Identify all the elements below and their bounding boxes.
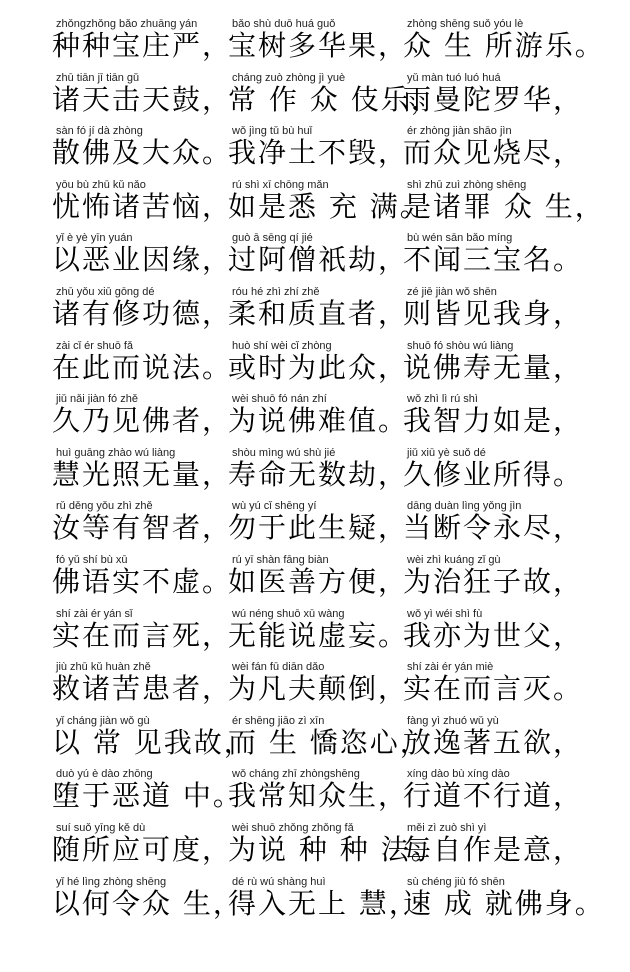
- hanzi-text: 而众见烧尽，: [403, 136, 584, 170]
- pinyin-text: yōu bù zhū kǔ nǎo: [56, 178, 146, 191]
- pinyin-text: wǒ cháng zhī zhòngshēng: [232, 768, 360, 781]
- hanzi-text: 寿命无数劫，: [228, 457, 409, 491]
- pinyin-text: zài cǐ ér shuō fǎ: [56, 339, 134, 352]
- hanzi-text: 以何令众 生，: [52, 886, 243, 920]
- hanzi-text: 种种宝庄严，: [52, 29, 233, 62]
- verse-line: [0, 814, 630, 867]
- pinyin-text: zhǒngzhǒng bǎo zhuāng yán: [56, 18, 198, 30]
- hanzi-text: 宝树多华果，: [228, 29, 409, 62]
- pinyin-text: bù wén sān bǎo míng: [407, 232, 513, 245]
- verse-line: [0, 171, 630, 224]
- pinyin-text: guò ā sēng qí jié: [232, 232, 313, 245]
- pinyin-text: xíng dào bù xíng dào: [407, 768, 510, 781]
- hanzi-text: 常 作 众 伎乐，: [228, 82, 441, 116]
- pinyin-text: zhū tiān jī tiān gǔ: [56, 71, 140, 84]
- pinyin-text: yǐ è yè yīn yuán: [56, 232, 133, 245]
- hanzi-text: 诸天击天鼓，: [52, 82, 233, 116]
- verse-line: [0, 332, 630, 385]
- pinyin-text: yǐ cháng jiàn wǒ gù: [56, 714, 150, 727]
- pinyin-text: huò shí wèi cǐ zhòng: [232, 339, 332, 352]
- hanzi-text: 为说佛难值。: [228, 404, 409, 438]
- pinyin-text: cháng zuò zhòng jì yuè: [232, 71, 346, 84]
- hanzi-text: 我净土不毁，: [228, 136, 409, 170]
- hanzi-text: 久乃见佛者，: [52, 404, 233, 438]
- hanzi-text: 佛语实不虚。: [52, 565, 233, 598]
- pinyin-text: jiǔ xiū yè suǒ dé: [407, 446, 486, 459]
- hanzi-text: 众 生 所游乐。: [403, 29, 605, 62]
- verse-line: [0, 760, 630, 813]
- pinyin-text: dé rù wú shàng huì: [232, 875, 326, 888]
- verse-line: [0, 224, 630, 277]
- pinyin-text: wèi shuō fó nán zhí: [232, 393, 327, 406]
- pinyin-text: rǔ děng yǒu zhì zhě: [56, 500, 153, 513]
- hanzi-text: 我智力如是，: [403, 404, 584, 438]
- pinyin-text: wǒ jìng tǔ bù huǐ: [232, 125, 313, 138]
- pinyin-text: fó yǔ shí bù xū: [56, 554, 128, 566]
- pinyin-text: wèi fán fū diān dǎo: [232, 661, 325, 674]
- hanzi-text: 以恶业因缘，: [52, 243, 233, 277]
- pinyin-text: jiǔ nǎi jiàn fó zhě: [56, 393, 138, 406]
- verse-line: [0, 707, 630, 760]
- hanzi-text: 或时为此众，: [228, 350, 409, 384]
- pinyin-text: zhū yǒu xiū gōng dé: [56, 286, 155, 298]
- hanzi-text: 实在而言灭。: [403, 672, 584, 706]
- pinyin-text: ér zhòng jiàn shāo jìn: [407, 125, 512, 138]
- pinyin-text: suí suǒ yīng kě dù: [56, 822, 146, 834]
- hanzi-text: 无能说虚妄。: [228, 618, 409, 652]
- pinyin-text: wǒ yì wéi shì fù: [407, 607, 483, 620]
- pinyin-text: rú shì xī chōng mǎn: [232, 178, 329, 191]
- hanzi-text: 雨曼陀罗华，: [403, 82, 584, 116]
- hanzi-text: 以 常 见我故，: [52, 725, 254, 759]
- hanzi-text: 为说 种 种 法。: [228, 833, 441, 866]
- pinyin-text: wú néng shuō xū wàng: [232, 607, 345, 620]
- hanzi-text: 在此而说法。: [52, 350, 233, 384]
- pinyin-text: měi zì zuò shì yì: [407, 822, 487, 834]
- verse-line: [0, 278, 630, 331]
- pinyin-text: shí zài ér yán miè: [407, 661, 494, 674]
- verse-line: [0, 546, 630, 599]
- verse-line: [0, 117, 630, 170]
- hanzi-text: 则皆见我身，: [403, 297, 584, 330]
- verse-line: [0, 492, 630, 545]
- verse-line: [0, 868, 630, 921]
- hanzi-text: 诸有修功德，: [52, 297, 233, 330]
- hanzi-text: 我常知众生，: [228, 779, 409, 813]
- pinyin-text: róu hé zhì zhí zhě: [232, 286, 320, 298]
- verse-line: [0, 600, 630, 653]
- verse-line: [0, 10, 630, 63]
- pinyin-text: wèi shuō zhǒng zhǒng fǎ: [232, 822, 354, 834]
- pinyin-text: fàng yì zhuó wǔ yù: [407, 714, 499, 727]
- hanzi-text: 得入无上 慧，: [228, 886, 419, 920]
- pinyin-text: wù yú cǐ shēng yí: [232, 500, 317, 513]
- hanzi-text: 如医善方便，: [228, 565, 409, 598]
- hanzi-text: 如是悉 充 满。: [228, 189, 430, 223]
- pinyin-text: huì guāng zhào wú liàng: [56, 446, 176, 459]
- hanzi-text: 我亦为世父，: [403, 618, 584, 652]
- hanzi-text: 慧光照无量，: [52, 457, 233, 491]
- pinyin-text: sàn fó jí dà zhòng: [56, 125, 143, 138]
- pinyin-text: bǎo shù duō huá guǒ: [232, 18, 336, 30]
- pinyin-text: ér shēng jiāo zì xīn: [232, 714, 325, 727]
- pinyin-text: sù chéng jiù fó shēn: [407, 875, 505, 888]
- pinyin-text: rú yī shàn fāng biàn: [232, 554, 329, 566]
- verse-line: [0, 439, 630, 492]
- verse-line: [0, 64, 630, 117]
- pinyin-text: shuō fó shòu wú liàng: [407, 339, 514, 352]
- pinyin-text: zhòng shēng suǒ yóu lè: [407, 18, 524, 30]
- hanzi-text: 散佛及大众。: [52, 136, 233, 170]
- hanzi-text: 行道不行道，: [403, 779, 584, 813]
- hanzi-text: 当断令永尽，: [403, 511, 584, 545]
- pinyin-text: shí zài ér yán sǐ: [56, 607, 133, 620]
- pinyin-text: shì zhū zuì zhòng shēng: [407, 178, 527, 191]
- hanzi-text: 说佛寿无量，: [403, 350, 584, 384]
- pinyin-text: yǔ màn tuó luó huá: [407, 71, 501, 84]
- pinyin-text: shòu mìng wú shù jié: [232, 446, 336, 459]
- hanzi-text: 救诸苦患者，: [52, 672, 233, 706]
- pinyin-text: duò yú è dào zhōng: [56, 768, 153, 781]
- hanzi-text: 汝等有智者，: [52, 511, 233, 545]
- hanzi-text: 为凡夫颠倒，: [228, 672, 409, 706]
- pinyin-text: zé jiē jiàn wǒ shēn: [407, 286, 497, 298]
- verse-line: [0, 653, 630, 706]
- hanzi-text: 堕于恶道 中。: [52, 779, 243, 813]
- hanzi-text: 实在而言死，: [52, 618, 233, 652]
- hanzi-text: 每自作是意，: [403, 833, 584, 866]
- hanzi-text: 是诸罪 众 生，: [403, 189, 605, 223]
- hanzi-text: 放逸著五欲，: [403, 725, 584, 759]
- pinyin-text: dāng duàn lìng yǒng jìn: [407, 500, 522, 513]
- hanzi-text: 柔和质直者，: [228, 297, 409, 330]
- hanzi-text: 不闻三宝名。: [403, 243, 584, 277]
- pinyin-text: jiù zhū kǔ huàn zhě: [56, 661, 151, 674]
- hanzi-text: 为治狂子故，: [403, 565, 584, 598]
- hanzi-text: 过阿僧祇劫，: [228, 243, 409, 277]
- hanzi-text: 久修业所得。: [403, 457, 584, 491]
- hanzi-text: 而 生 憍恣心，: [228, 725, 430, 759]
- pinyin-text: yǐ hé lìng zhòng shēng: [56, 875, 167, 888]
- hanzi-text: 随所应可度，: [52, 833, 233, 866]
- verse-line: [0, 385, 630, 438]
- pinyin-text: wǒ zhì lì rú shì: [407, 393, 478, 406]
- pinyin-text: wèi zhì kuáng zǐ gù: [407, 554, 501, 566]
- hanzi-text: 忧怖诸苦恼，: [52, 189, 233, 223]
- hanzi-text: 速 成 就佛身。: [403, 886, 605, 920]
- hanzi-text: 勿于此生疑，: [228, 511, 409, 545]
